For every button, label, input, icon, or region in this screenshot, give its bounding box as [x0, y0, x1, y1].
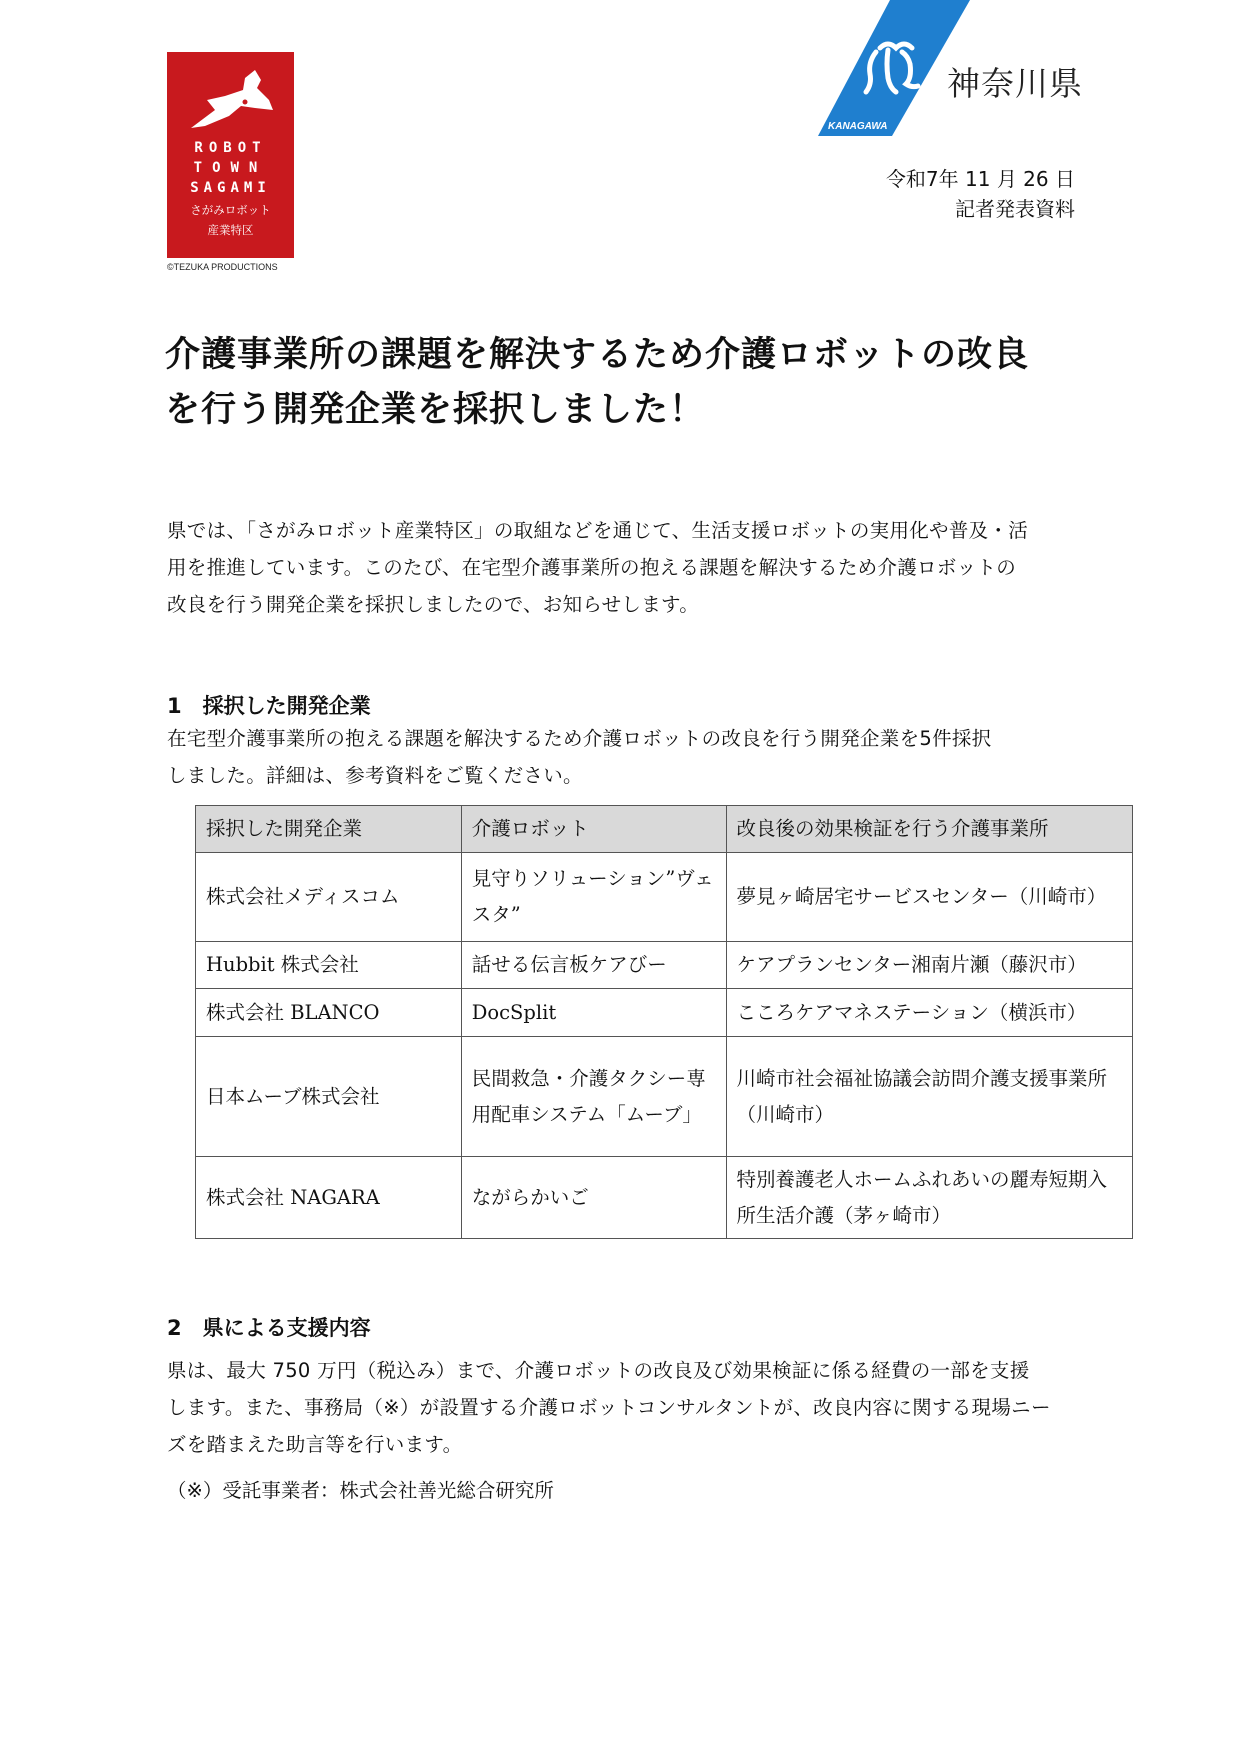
- section-2-line-2: します。また、事務局（※）が設置する介護ロボットコンサルタントが、改良内容に関する現場ニー: [167, 1396, 1051, 1419]
- cell-robot: DocSplit: [461, 989, 726, 1037]
- page-title: [165, 328, 1085, 438]
- section-1-line-1: 在宅型介護事業所の抱える課題を解決するため介護ロボットの改良を行う開発企業を5件採択: [167, 727, 992, 750]
- cell-robot: 見守りソリューション”ヴェスタ”: [461, 853, 726, 942]
- logo-word-sagami: SAGAMI: [190, 180, 271, 196]
- cell-company: 日本ムーブ株式会社: [196, 1037, 462, 1157]
- header-robot: 介護ロボット: [461, 806, 726, 853]
- header-company: 採択した開発企業: [196, 806, 462, 853]
- header-facility: 改良後の効果検証を行う介護事業所: [726, 806, 1133, 853]
- footnote: （※）受託事業者：株式会社善光総合研究所: [167, 1479, 554, 1502]
- title-line-1: 介護事業所の課題を解決するため介護ロボットの改良: [165, 335, 1030, 375]
- logo-jp-line2: 産業特区: [207, 223, 254, 237]
- section-1-body: [167, 720, 1087, 794]
- table-row: [196, 853, 1133, 942]
- table-row: [196, 1157, 1133, 1239]
- kanagawa-emblem-text: KANAGAWA: [828, 121, 888, 132]
- cell-facility: 夢見ヶ崎居宅サービスセンター（川崎市）: [726, 853, 1133, 942]
- prefecture-name: 神奈川県: [947, 64, 1083, 103]
- intro-line-3: 改良を行う開発企業を採択しましたので、お知らせします。: [167, 593, 700, 616]
- section-2-heading: 2 県による支援内容: [167, 1316, 371, 1340]
- release-date: 令和7年 11 月 26 日: [885, 167, 1075, 191]
- cell-robot: 話せる伝言板ケアびー: [461, 942, 726, 989]
- logo-word-robot: ROBOT: [194, 140, 267, 156]
- intro-line-1: 県では、「さがみロボット産業特区」の取組などを通じて、生活支援ロボットの実用化や普及・活: [167, 519, 1029, 542]
- cell-robot: ながらかいご: [461, 1157, 726, 1239]
- section-2-line-1: 県は、最大 750 万円（税込み）まで、介護ロボットの改良及び効果検証に係る経費の一部を支援: [167, 1359, 1030, 1382]
- section-2-line-3: ズを踏まえた助言等を行います。: [167, 1433, 463, 1456]
- cell-company: 株式会社 NAGARA: [196, 1157, 462, 1239]
- section-2-body: [167, 1352, 1087, 1463]
- table-row: [196, 989, 1133, 1037]
- cell-facility: こころケアマネステーション（横浜市）: [726, 989, 1133, 1037]
- logo-word-town: TOWN: [193, 160, 268, 176]
- cell-company: 株式会社メディスコム: [196, 853, 462, 942]
- cell-facility: ケアプランセンター湘南片瀬（藤沢市）: [726, 942, 1133, 989]
- selected-companies-table: [195, 805, 1133, 1239]
- table-row: [196, 1037, 1133, 1157]
- cell-robot: 民間救急・介護タクシー専用配車システム「ムーブ」: [461, 1037, 726, 1157]
- cell-facility: 川崎市社会福祉協議会訪問介護支援事業所（川崎市）: [726, 1037, 1133, 1157]
- intro-line-2: 用を推進しています。このたび、在宅型介護事業所の抱える課題を解決するため介護ロボットの: [167, 556, 1017, 579]
- cell-company: 株式会社 BLANCO: [196, 989, 462, 1037]
- table-header-row: [196, 806, 1133, 853]
- section-1-line-2: しました。詳細は、参考資料をご覧ください。: [167, 764, 583, 787]
- cell-company: Hubbit 株式会社: [196, 942, 462, 989]
- cell-facility: 特別養護老人ホームふれあいの麗寿短期入所生活介護（茅ヶ崎市）: [726, 1157, 1133, 1239]
- flying-robot-icon: [185, 66, 277, 136]
- intro-paragraph: [167, 512, 1087, 623]
- title-line-2: を行う開発企業を採択しました！: [165, 390, 706, 430]
- document-type: 記者発表資料: [955, 197, 1075, 221]
- copyright-text: ©TEZUKA PRODUCTIONS: [167, 262, 278, 272]
- table-row: [196, 942, 1133, 989]
- logo-jp-line1: さがみロボット: [190, 203, 271, 217]
- section-1-heading: 1 採択した開発企業: [167, 694, 371, 718]
- robot-town-sagami-logo: [167, 52, 294, 258]
